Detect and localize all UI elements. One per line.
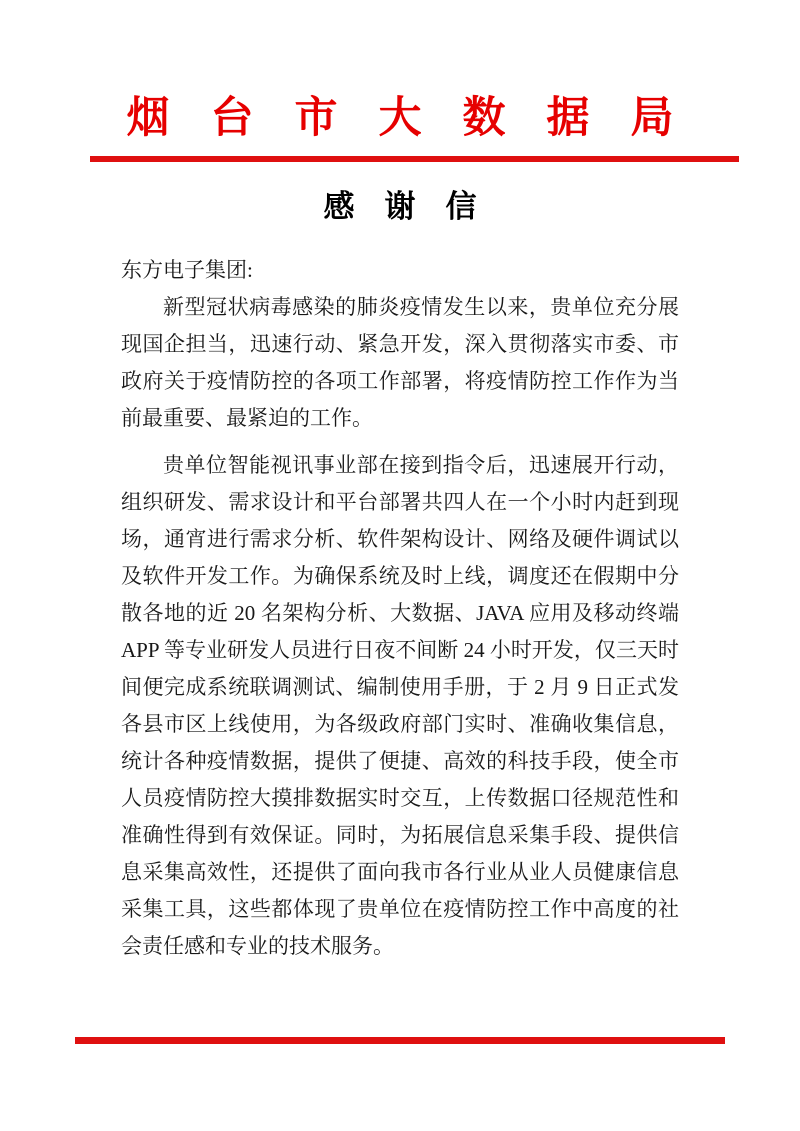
paragraph-1: 新型冠状病毒感染的肺炎疫情发生以来，贵单位充分展现国企担当，迅速行动、紧急开发，深入贯彻落实市委、市政府关于疫情防控的各项工作部署，将疫情防控工作作为当前最重要、最紧迫的工作。 <box>121 295 679 430</box>
letter-title: 感谢信 <box>323 189 507 224</box>
letter-body <box>121 252 679 965</box>
salutation: 东方电子集团: <box>121 258 253 282</box>
letterhead-org-name: 烟台市大数据局 <box>126 95 715 142</box>
paragraph-2: 贵单位智能视讯事业部在接到指令后，迅速展开行动，组织研发、需求设计和平台部署共四人在一个小时内赶到现场，通宵进行需求分析、软件架构设计、网络及硬件调试以及软件开发工作。为确保系统及时上线，调度还在假期中分散各地的近 20 名架构分析、大数据、JAVA 应用及移动终端 APP 等专业研发人员进行日夜不间断 24 小时开发，仅三天时间便完成系统联调测试、编制使用手册，于 2 月 9 日正式发各县市区上线使用，为各级政府部门实时、准确收集信息，统计各种疫情数据，提供了便捷、高效的科技手段，使全市人员疫情防控大摸排数据实时交互，上传数据口径规范性和准确性得到有效保证。同时，为拓展信息采集手段、提供信息采集高效性，还提供了面向我市各行业从业人员健康信息采集工具，这些都体现了贵单位在疫情防控工作中高度的社会责任感和专业的技术服务。 <box>121 453 679 958</box>
footer-double-rule <box>75 1037 725 1044</box>
letterhead-double-rule <box>90 156 739 162</box>
